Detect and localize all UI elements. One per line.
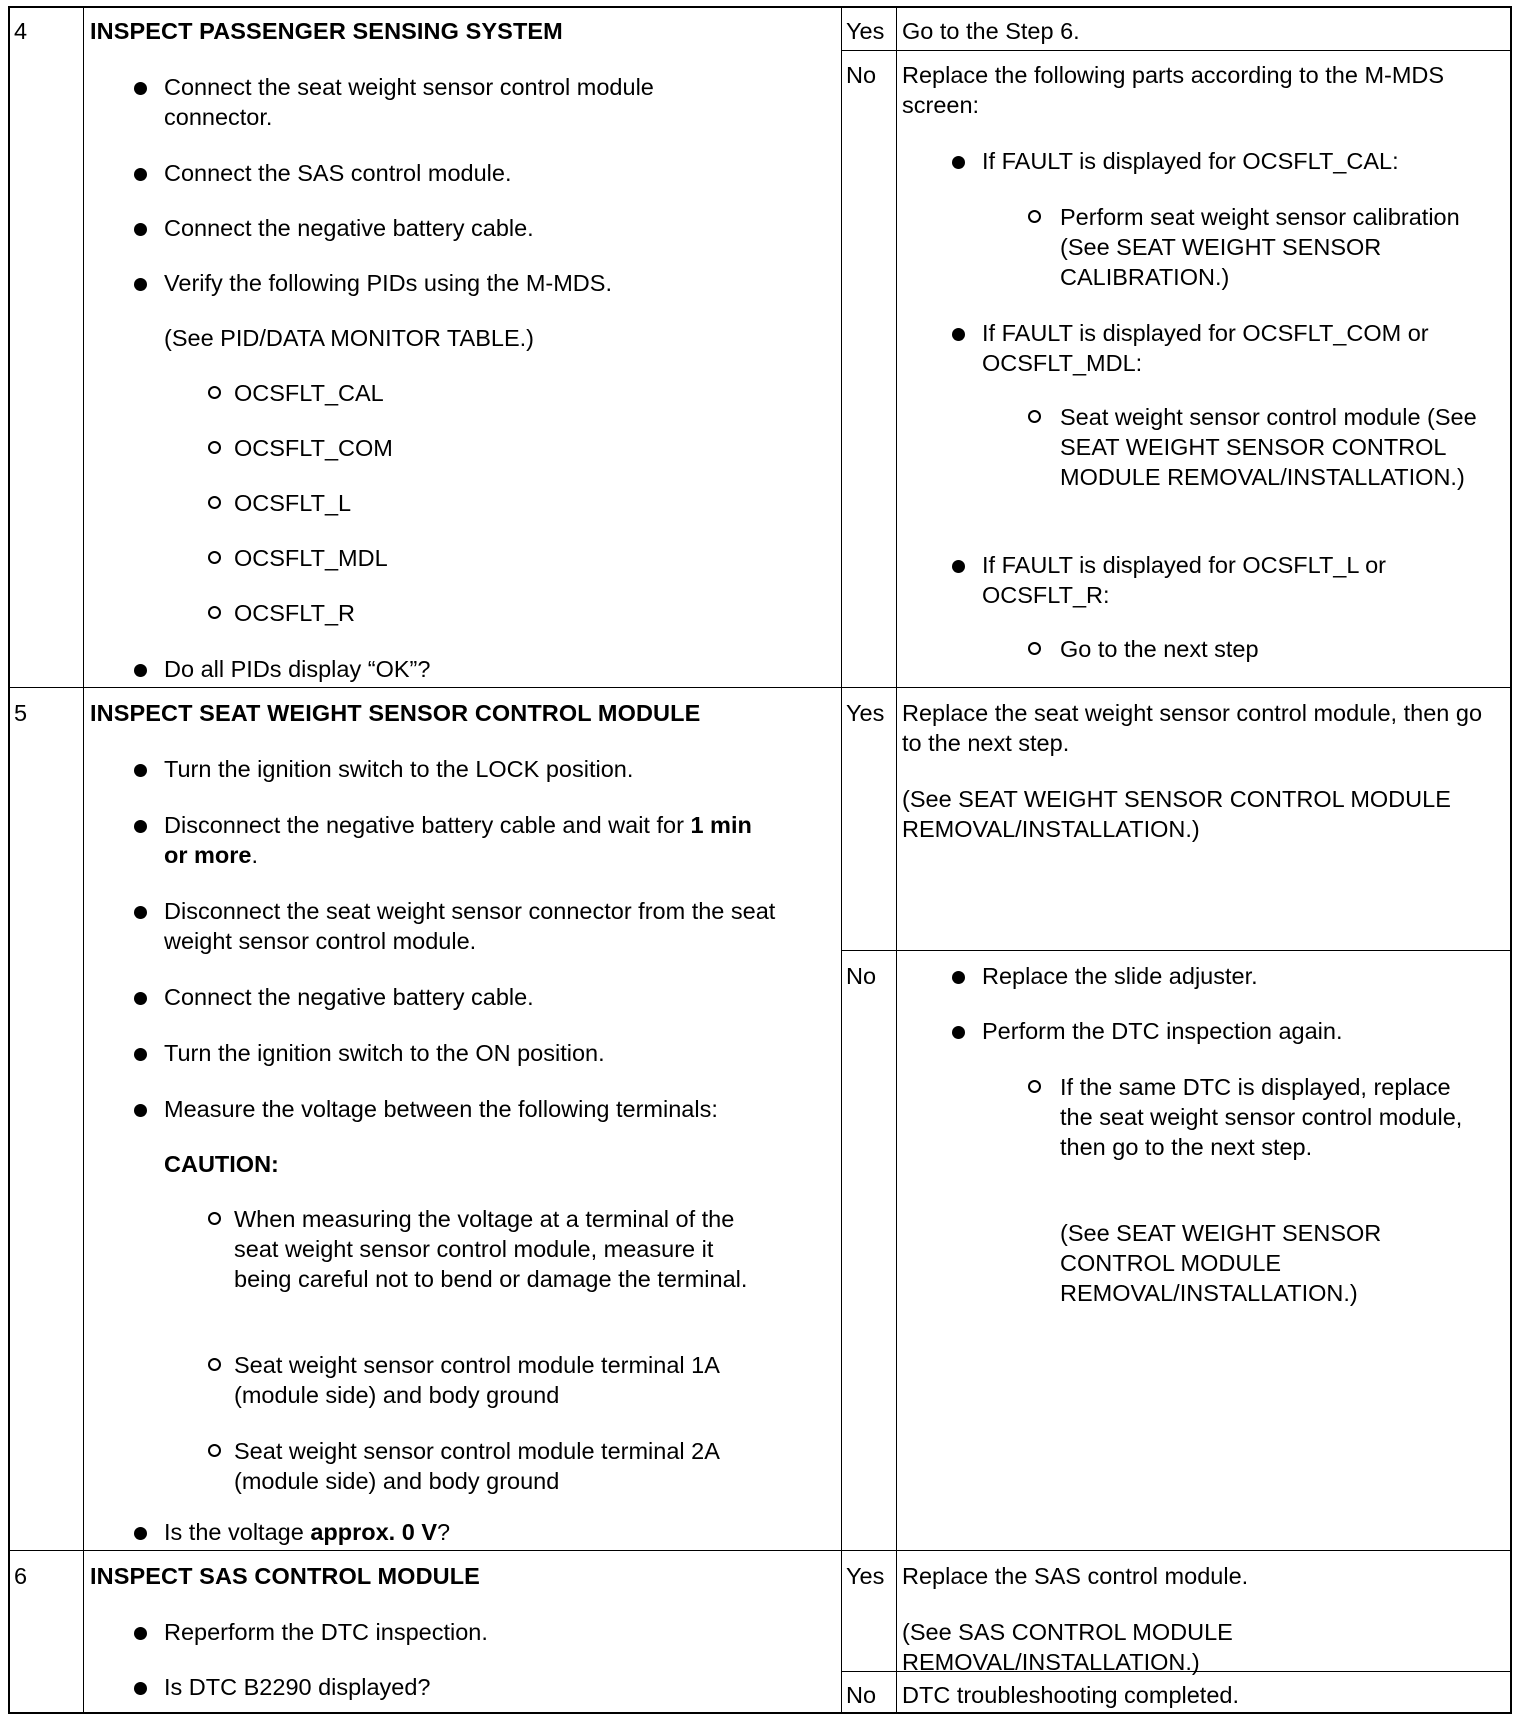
circle-bullet-icon — [1028, 1080, 1041, 1093]
yes-label: Yes — [846, 700, 885, 726]
step-number: 6 — [14, 1563, 28, 1589]
circle-bullet-icon — [208, 386, 221, 399]
yes-label: Yes — [846, 1563, 885, 1589]
yes-action: Replace the seat weight sensor control module, then go to the next step. — [902, 700, 1483, 756]
bullet-icon — [952, 156, 965, 169]
circle-bullet-icon — [208, 496, 221, 509]
bullet-icon — [134, 82, 147, 95]
bullet-icon — [134, 664, 147, 677]
step-title: INSPECT SEAT WEIGHT SENSOR CONTROL MODULE — [90, 700, 701, 726]
circle-bullet-icon — [1028, 642, 1041, 655]
reference-note: (See SAS CONTROL MODULE REMOVAL/INSTALLATION.) — [902, 1619, 1233, 1675]
bullet-icon — [134, 764, 147, 777]
column-divider — [841, 8, 842, 1712]
bullet-icon — [134, 1682, 147, 1695]
bullet-icon — [134, 278, 147, 291]
bullet-icon — [952, 328, 965, 341]
circle-bullet-icon — [208, 1444, 221, 1457]
circle-bullet-icon — [208, 606, 221, 619]
circle-bullet-icon — [1028, 410, 1041, 423]
bullet-icon — [952, 1026, 965, 1039]
bullet-icon — [134, 1104, 147, 1117]
bullet-icon — [134, 168, 147, 181]
column-divider — [896, 8, 897, 1712]
row-divider — [10, 1550, 1510, 1551]
circle-bullet-icon — [208, 1212, 221, 1225]
circle-bullet-icon — [1028, 210, 1041, 223]
yes-no-divider — [841, 950, 1510, 951]
bullet-icon — [952, 971, 965, 984]
no-action: DTC troubleshooting completed. — [902, 1682, 1240, 1708]
reference-note: (See SEAT WEIGHT SENSOR CONTROL MODULE REMOVAL/INSTALLATION.) — [1060, 1220, 1382, 1306]
no-label: No — [846, 1682, 877, 1708]
bullet-icon — [134, 906, 147, 919]
bullet-icon — [134, 1527, 147, 1540]
step-title: INSPECT SAS CONTROL MODULE — [90, 1563, 480, 1589]
no-label: No — [846, 62, 877, 88]
reference-note: (See SEAT WEIGHT SENSOR CONTROL MODULE REMOVAL/INSTALLATION.) — [902, 786, 1451, 842]
row-divider — [10, 687, 1510, 688]
circle-bullet-icon — [208, 1358, 221, 1371]
no-label: No — [846, 963, 877, 989]
circle-bullet-icon — [208, 441, 221, 454]
troubleshooting-table: 4 INSPECT PASSENGER SENSING SYSTEM Connect the seat weight sensor control module connector. Connect the SAS control module. Connect the negative battery cable. Verify the following PIDs using the M-MDS. (See PID/DATA MONITOR TABLE.) OCSFLT_CAL OCSFLT_COM OCSFLT_L OCSFLT_MDL OCSFLT_R Do all PIDs display “OK”? Yes Go to the Step 6. No Replace the following parts according to the M-MDS screen: If FAULT is displayed for OCSFLT_CAL: Perform seat weight sensor calibration (See SEAT WEIGHT SENSOR CALIBRATION.) If FAULT is displayed for OCSFLT_COM or OCSFLT_MDL: Seat weight sensor control module (See SEAT WEIGHT SENSOR CONTROL MODULE REMOVAL/INSTALLATION.) If FAULT is displayed for OCSFLT_L or OCSFLT_R: Go to the next step 5 INSPECT SEAT WEIGHT SENSOR CONTROL MODULE Turn the ignition switch to the LOCK position. Disconnect the negative battery cable and wait for 1 min or more. Disconnect the seat weight sensor connector from the seat weight sensor control module. Connect the negative battery cable. Turn the ignition switch to the ON position. Measure the voltage between the following terminals: CAUTION: When measuring the voltage at a terminal of the seat weight sensor control module, measure it being careful not to bend or damage the terminal. Seat weight sensor control module terminal 1A (module side) and body ground Seat weight sensor control module terminal 2A (module side) and body ground Is the voltage approx. 0 V? Yes Replace the seat weight sensor control module, then go to the next step. (See SEAT WEIGHT SENSOR CONTROL MODULE REMOVAL/INSTALLATION.) No Replace the slide adjuster. Perform the DTC inspection again. If the same DTC is displayed, replace the seat weight sensor control module, then go to the next step. (See SEAT WEIGHT SENSOR CONTROL MODULE REMOVAL/INSTALLATION.) 6 INSPECT SAS CONTROL MODULE Reperform the DTC inspection. Is DTC B2290 displayed? Yes Replace the SAS control module. (See SAS CONTROL MODULE REMOVAL/INSTALLATION.) No DTC troubleshooting completed. — [8, 6, 1512, 1714]
column-divider — [83, 8, 84, 1712]
step-title: INSPECT PASSENGER SENSING SYSTEM — [90, 18, 563, 44]
yes-action: Replace the SAS control module. — [902, 1563, 1249, 1589]
caution-heading: CAUTION: — [164, 1151, 279, 1177]
yes-label: Yes — [846, 18, 885, 44]
yes-action: Go to the Step 6. — [902, 18, 1080, 44]
bullet-icon — [134, 820, 147, 833]
no-intro: Replace the following parts according to the M-MDS screen: — [902, 62, 1445, 118]
step-number: 5 — [14, 700, 28, 726]
yes-no-divider — [841, 50, 1510, 51]
reference-note: (See PID/DATA MONITOR TABLE.) — [164, 325, 534, 351]
bullet-icon — [134, 223, 147, 236]
circle-bullet-icon — [208, 551, 221, 564]
step-number: 4 — [14, 18, 28, 44]
bullet-icon — [134, 1048, 147, 1061]
bullet-icon — [134, 1627, 147, 1640]
bullet-icon — [134, 992, 147, 1005]
bullet-icon — [952, 560, 965, 573]
